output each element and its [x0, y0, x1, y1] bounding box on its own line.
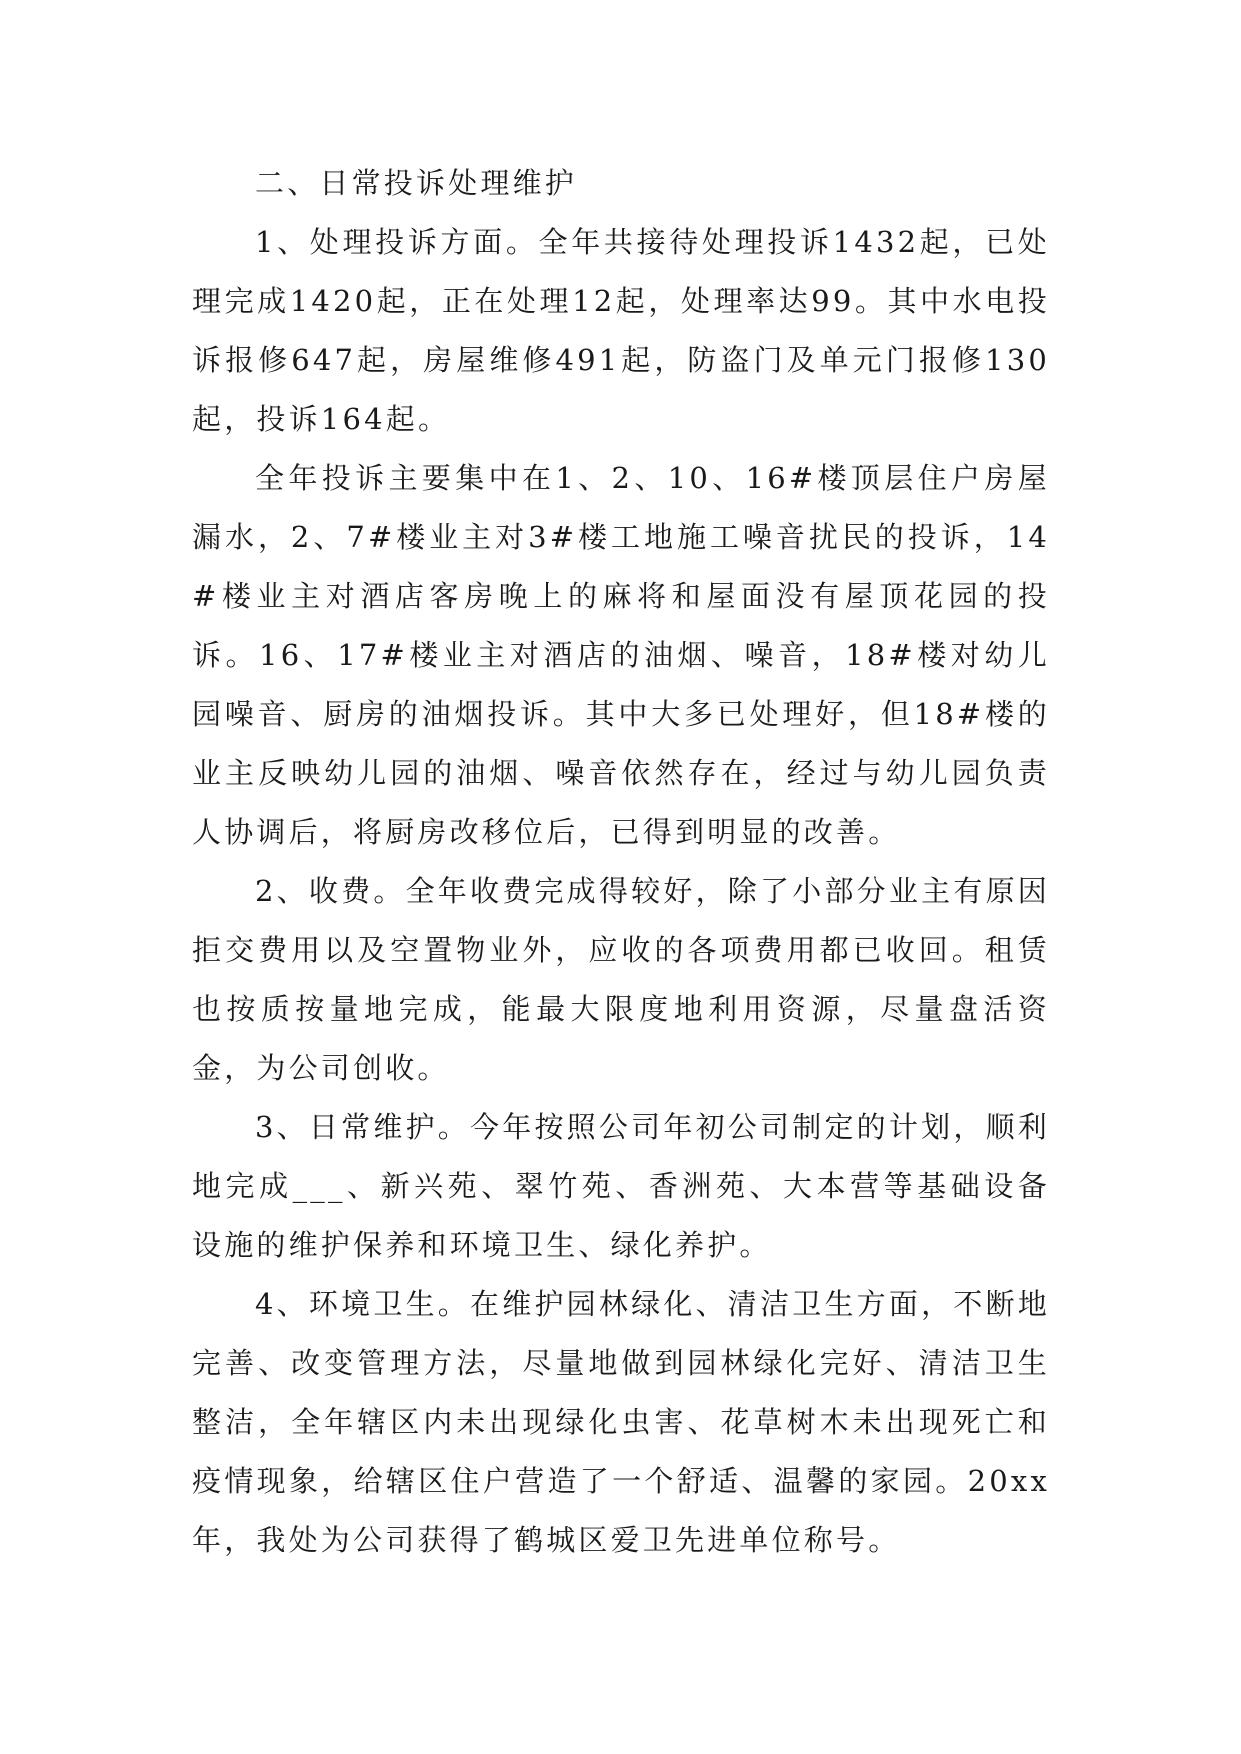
paragraph-complaint-focus: 全年投诉主要集中在1、2、10、16#楼顶层住户房屋漏水，2、7#楼业主对3#楼工地施工噪音扰民的投诉，14#楼业主对酒店客房晚上的麻将和屋面没有屋顶花园的投诉。16、17#楼业主对酒店的油烟、噪音，18#楼对幼儿园噪音、厨房的油烟投诉。其中大多已处理好，但18#楼的业主反映幼儿园的油烟、噪音依然存在，经过与幼儿园负责人协调后，将厨房改移位后，已得到明显的改善。: [192, 461, 1050, 849]
document-body: [192, 154, 1050, 1570]
paragraph-fees: 2、收费。全年收费完成得较好，除了小部分业主有原因拒交费用以及空置物业外，应收的各项费用都已收回。租赁也按质按量地完成，能最大限度地利用资源，尽量盘活资金，为公司创收。: [192, 874, 1050, 1085]
paragraph-maintenance: 3、日常维护。今年按照公司年初公司制定的计划，顺利地完成___、新兴苑、翠竹苑、香洲苑、大本营等基础设备设施的维护保养和环境卫生、绿化养护。: [192, 1110, 1050, 1262]
paragraph-environment: 4、环境卫生。在维护园林绿化、清洁卫生方面，不断地完善、改变管理方法，尽量地做到园林绿化完好、清洁卫生整洁，全年辖区内未出现绿化虫害、花草树木未出现死亡和疫情现象，给辖区住户营造了一个舒适、温馨的家园。20xx年，我处为公司获得了鹤城区爱卫先进单位称号。: [192, 1287, 1050, 1557]
section-heading: 二、日常投诉处理维护: [255, 166, 578, 200]
paragraph-complaints: 1、处理投诉方面。全年共接待处理投诉1432起，已处理完成1420起，正在处理12起，处理率达99。其中水电投诉报修647起，房屋维修491起，防盗门及单元门报修130起，投诉164起。: [192, 225, 1050, 436]
